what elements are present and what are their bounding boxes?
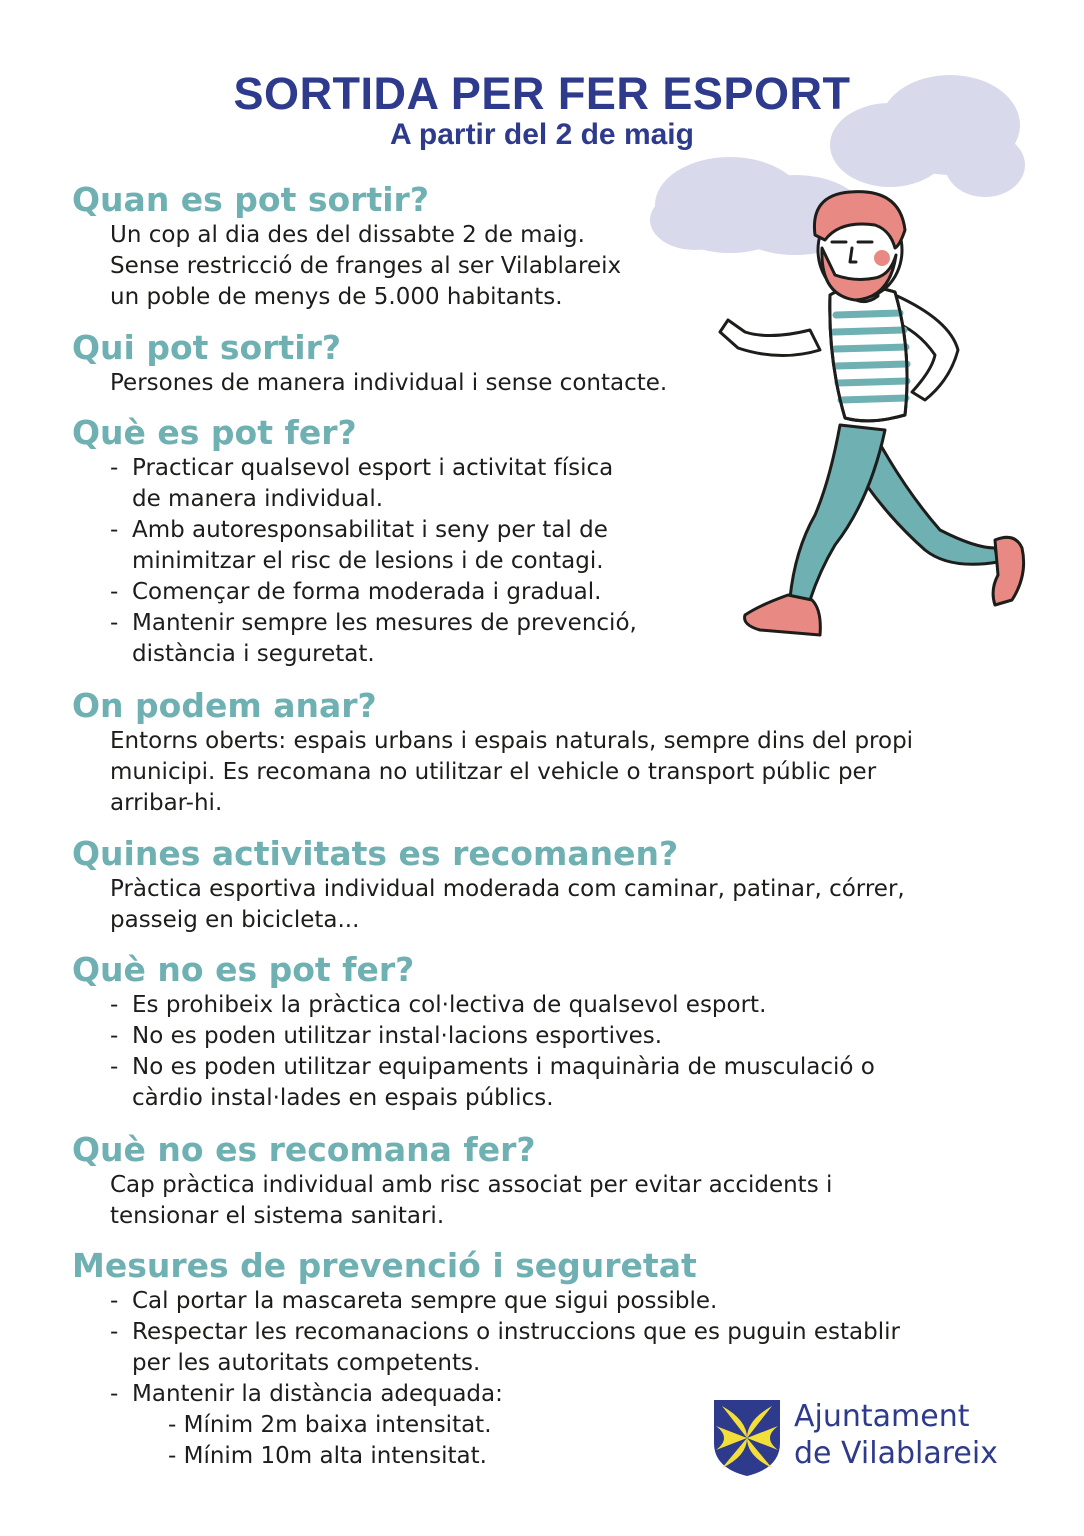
list-item-line: de manera individual. [132, 486, 384, 512]
logo-line-2: de Vilablareix [794, 1436, 998, 1471]
list-item-line: - Amb autoresponsabilitat i seny per tal de [132, 517, 608, 543]
list-item-line: - Es prohibeix la pràctica col·lectiva de qualsevol esport. [132, 992, 767, 1018]
section-heading: On podem anar? [72, 686, 377, 725]
list-item [110, 577, 637, 608]
section-heading: Què no es recomana fer? [72, 1130, 536, 1169]
list-item-line: - Respectar les recomanacions o instruccions que es puguin establir [132, 1319, 900, 1345]
body-line: Entorns oberts: espais urbans i espais naturals, sempre dins del propi [110, 728, 914, 754]
logo-line-1: Ajuntament [794, 1399, 970, 1434]
list-item [110, 990, 875, 1021]
municipality-logo [712, 1398, 1022, 1478]
list-item [110, 1052, 875, 1114]
list-subitem-line: - Mínim 10m alta intensitat. [168, 1443, 487, 1469]
list-item [110, 453, 637, 515]
list-item-line: - Començar de forma moderada i gradual. [132, 579, 602, 605]
section-heading: Què no es pot fer? [72, 950, 415, 989]
section-what [72, 413, 637, 670]
list-item-line: - Cal portar la mascareta sempre que sigui possible. [132, 1288, 718, 1314]
body-line: un poble de menys de 5.000 habitants. [110, 284, 563, 310]
logo-text [794, 1398, 998, 1472]
body-line: Un cop al dia des del dissabte 2 de maig. [110, 222, 585, 248]
list-item-line: - Mantenir la distància adequada: [132, 1381, 503, 1407]
list-item [110, 1286, 900, 1317]
list-item-line: distància i seguretat. [132, 641, 375, 667]
page-title: SORTIDA PER FER ESPORT [233, 68, 851, 119]
section-who [72, 328, 667, 399]
body-line: Pràctica esportiva individual moderada com caminar, patinar, córrer, [110, 876, 905, 902]
list-item-line: càrdio instal·lades en espais públics. [132, 1085, 554, 1111]
list-item-line: minimitzar el risc de lesions i de contagi. [132, 548, 604, 574]
section-where [72, 686, 913, 819]
list-subitem-line: - Mínim 2m baixa intensitat. [168, 1412, 492, 1438]
section-list [110, 453, 637, 670]
section-when [72, 180, 621, 313]
section-not-recommended [72, 1130, 832, 1232]
body-line: Persones de manera individual i sense contacte. [110, 370, 668, 396]
list-item [110, 515, 637, 577]
list-item-line: per les autoritats competents. [132, 1350, 481, 1376]
section-heading: Quines activitats es recomanen? [72, 834, 679, 873]
section-heading: Mesures de prevenció i seguretat [72, 1246, 697, 1285]
page-subtitle: A partir del 2 de maig [390, 118, 694, 151]
section-body [110, 726, 913, 819]
section-not-allowed [72, 950, 875, 1114]
list-item [110, 1317, 900, 1379]
list-item-line: - Mantenir sempre les mesures de prevenció, [132, 610, 637, 636]
body-line: tensionar el sistema sanitari. [110, 1203, 445, 1229]
list-item [110, 1021, 875, 1052]
section-body [110, 874, 905, 936]
list-item-line: - No es poden utilitzar equipaments i maquinària de musculació o [132, 1054, 875, 1080]
body-line: arribar-hi. [110, 790, 223, 816]
section-heading: Quan es pot sortir? [72, 180, 429, 219]
section-body [110, 1170, 832, 1232]
list-item-line: - No es poden utilitzar instal·lacions esportives. [132, 1023, 663, 1049]
section-heading: Qui pot sortir? [72, 328, 341, 367]
list-item [110, 608, 637, 670]
body-line: municipi. Es recomana no utilitzar el vehicle o transport públic per [110, 759, 877, 785]
section-list [110, 990, 875, 1114]
section-body [110, 368, 667, 399]
runner-figure [720, 192, 1024, 635]
runner-illustration [650, 70, 1050, 660]
list-item-line: - Practicar qualsevol esport i activitat física [132, 455, 614, 481]
body-line: Cap pràctica individual amb risc associat per evitar accidents i [110, 1172, 833, 1198]
coat-of-arms-icon [712, 1398, 782, 1478]
section-heading: Què es pot fer? [72, 413, 357, 452]
body-line: Sense restricció de franges al ser Vilablareix [110, 253, 622, 279]
body-line: passeig en bicicleta... [110, 907, 360, 933]
section-body [110, 220, 621, 313]
section-recommended [72, 834, 905, 936]
